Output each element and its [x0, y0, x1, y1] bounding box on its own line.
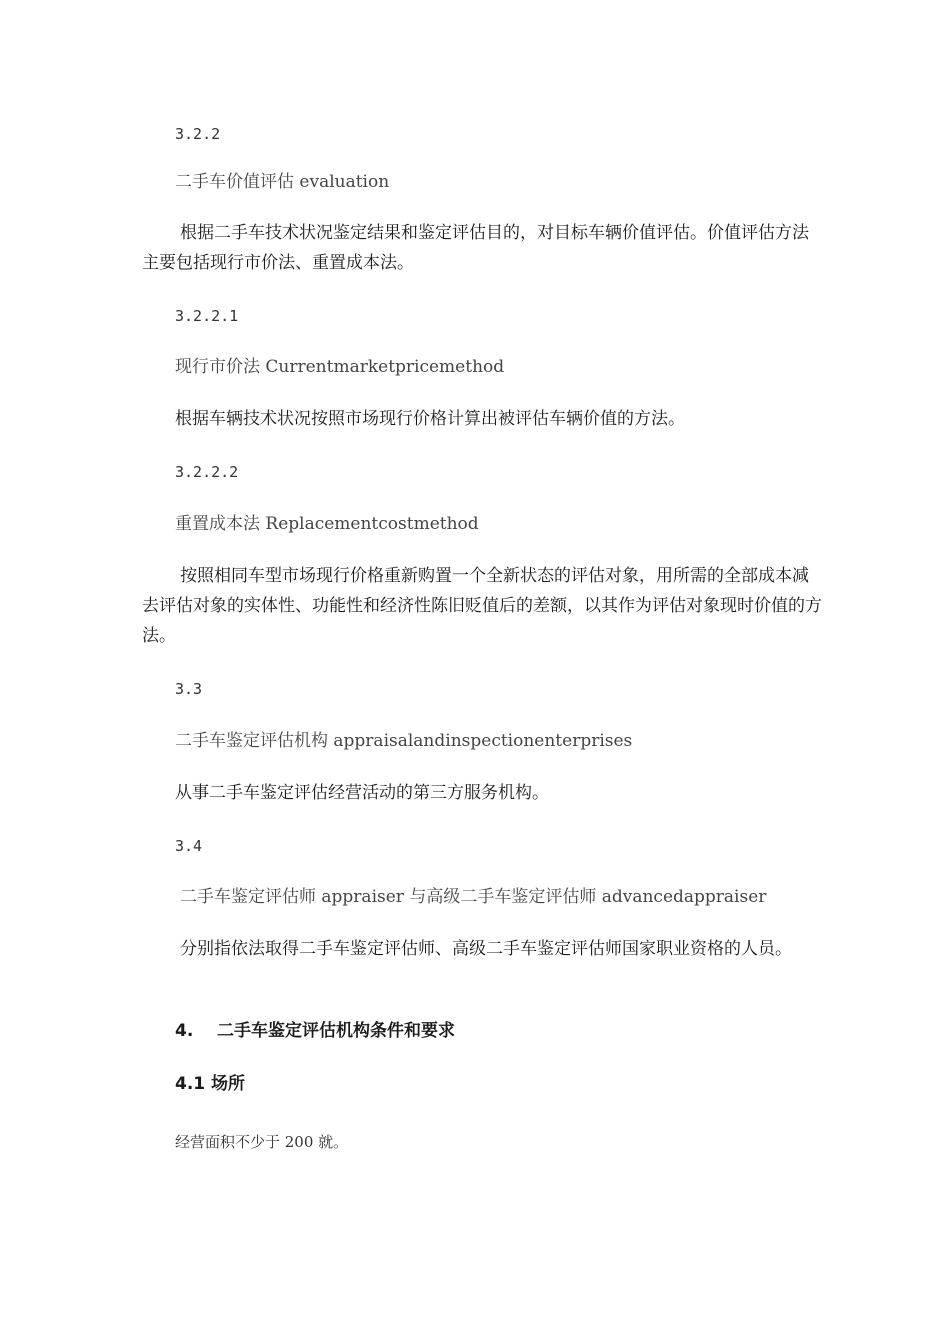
chapter-title: 二手车鉴定评估机构条件和要求	[217, 1021, 455, 1041]
body-text: 经营面积不少于 200 就。	[175, 1133, 349, 1151]
term-heading: 二手车鉴定评估师 appraiser 与高级二手车鉴定评估师 advancedappraiser	[180, 887, 767, 907]
section-number: 3.2.2.2	[175, 463, 239, 481]
term-heading: 现行市价法 Currentmarketpricemethod	[175, 357, 505, 377]
term-heading: 二手车价值评估 evaluation	[175, 172, 390, 192]
definition-paragraph: 根据车辆技术状况按照市场现行价格计算出被评估车辆价值的方法。	[175, 409, 685, 429]
definition-paragraph: 从事二手车鉴定评估经营活动的第三方服务机构。	[175, 783, 549, 803]
term-heading: 重置成本法 Replacementcostmethod	[175, 514, 479, 534]
section-number: 3.2.2	[175, 125, 221, 143]
definition-paragraph: 分别指依法取得二手车鉴定评估师、高级二手车鉴定评估师国家职业资格的人员。	[180, 939, 792, 959]
section-number: 3.4	[175, 837, 203, 855]
section-number: 3.3	[175, 680, 203, 698]
subsection-heading: 4.1 场所	[175, 1074, 246, 1094]
term-heading: 二手车鉴定评估机构 appraisalandinspectionenterprises	[175, 731, 633, 751]
chapter-number: 4.	[175, 1021, 194, 1041]
section-number: 3.2.2.1	[175, 307, 239, 325]
definition-paragraph: 按照相同车型市场现行价格重新购置一个全新状态的评估对象，用所需的全部成本减去评估对象的实体性、功能性和经济性陈旧贬值后的差额，以其作为评估对象现时价值的方法。	[142, 566, 822, 646]
definition-paragraph: 根据二手车技术状况鉴定结果和鉴定评估目的，对目标车辆价值评估。价值评估方法主要包括现行市价法、重置成本法。	[142, 223, 809, 273]
